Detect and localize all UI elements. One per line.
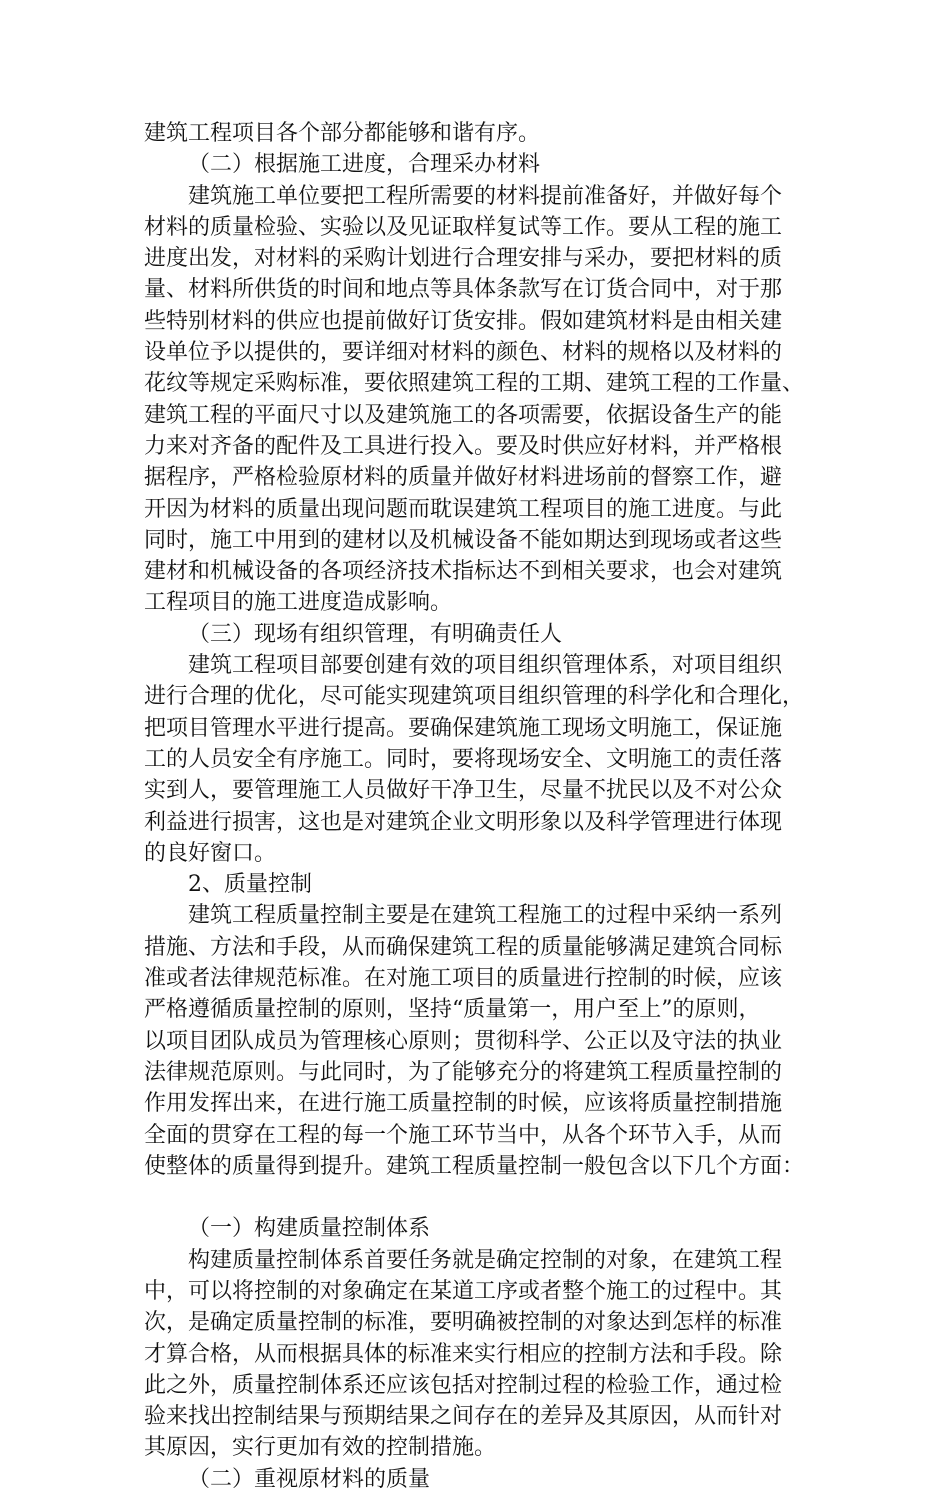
paragraph-line: 进度出发，对材料的采购计划进行合理安排与采办，要把材料的质: [144, 246, 783, 272]
paragraph-line: 此之外，质量控制体系还应该包括对控制过程的检验工作，通过检: [144, 1372, 783, 1398]
paragraph-line: 利益进行损害，这也是对建筑企业文明形象以及科学管理进行体现: [144, 809, 783, 835]
paragraph-line: 使整体的质量得到提升。建筑工程质量控制一般包含以下几个方面：: [144, 1153, 805, 1179]
paragraph-line: 设单位予以提供的，要详细对材料的颜色、材料的规格以及材料的: [144, 340, 783, 366]
paragraph-line: 建材和机械设备的各项经济技术指标达不到相关要求，也会对建筑: [144, 559, 783, 585]
paragraph-line: 同时，施工中用到的建材以及机械设备不能如期达到现场或者这些: [144, 527, 783, 553]
section-heading: （二）根据施工进度，合理采办材料: [188, 152, 541, 178]
paragraph-line: 全面的贯穿在工程的每一个施工环节当中，从各个环节入手，从而: [144, 1122, 783, 1148]
paragraph-line: 验来找出控制结果与预期结果之间存在的差异及其原因，从而针对: [144, 1404, 783, 1430]
paragraph-line: 实到人，要管理施工人员做好干净卫生，尽量不扰民以及不对公众: [144, 778, 783, 804]
document-body: [144, 118, 809, 1495]
section-heading: （一）构建质量控制体系: [188, 1216, 431, 1242]
paragraph-line: 量、材料所供货的时间和地点等具体条款写在订货合同中，对于那: [144, 277, 783, 303]
paragraph-line: 才算合格，从而根据具体的标准来实行相应的控制方法和手段。除: [144, 1341, 783, 1367]
paragraph-first-line: 建筑工程项目部要创建有效的项目组织管理体系，对项目组织: [188, 653, 783, 679]
paragraph-line: 建筑工程项目各个部分都能够和谐有序。: [144, 121, 541, 146]
paragraph-line: 准或者法律规范标准。在对施工项目的质量进行控制的时候，应该: [144, 966, 783, 992]
paragraph-line: 把项目管理水平进行提高。要确保建筑施工现场文明施工，保证施: [144, 715, 783, 741]
paragraph-line: 力来对齐备的配件及工具进行投入。要及时供应好材料，并严格根: [144, 433, 783, 459]
paragraph-line: 次，是确定质量控制的标准，要明确被控制的对象达到怎样的标准: [144, 1310, 783, 1336]
paragraph-line: 据程序，严格检验原材料的质量并做好材料进场前的督察工作，避: [144, 465, 783, 491]
paragraph-first-line: 建筑施工单位要把工程所需要的材料提前准备好，并做好每个: [188, 183, 783, 209]
paragraph-line: 法律规范原则。与此同时，为了能够充分的将建筑工程质量控制的: [144, 1059, 783, 1085]
paragraph-line: 开因为材料的质量出现问题而耽误建筑工程项目的施工进度。与此: [144, 496, 783, 522]
paragraph-line: 以项目团队成员为管理核心原则；贯彻科学、公正以及守法的执业: [144, 1028, 783, 1054]
paragraph-first-line: 构建质量控制体系首要任务就是确定控制的对象，在建筑工程: [188, 1247, 783, 1273]
section-heading: （二）重视原材料的质量: [188, 1466, 431, 1492]
paragraph-line: 其原因，实行更加有效的控制措施。: [144, 1435, 497, 1461]
section-heading: （三）现场有组织管理，有明确责任人: [188, 621, 563, 647]
paragraph-line: 工的人员安全有序施工。同时，要将现场安全、文明施工的责任落: [144, 746, 783, 772]
blank-line: [144, 1182, 809, 1213]
paragraph-line: 材料的质量检验、实验以及见证取样复试等工作。要从工程的施工: [144, 214, 783, 240]
paragraph-line: 些特别材料的供应也提前做好订货安排。假如建筑材料是由相关建: [144, 308, 783, 334]
section-heading: 2、质量控制: [188, 872, 312, 898]
paragraph-line: 中，可以将控制的对象确定在某道工序或者整个施工的过程中。其: [144, 1278, 783, 1304]
paragraph-line: 作用发挥出来，在进行施工质量控制的时候，应该将质量控制措施: [144, 1091, 783, 1117]
paragraph-line: 的良好窗口。: [144, 840, 277, 866]
paragraph-line: 进行合理的优化，尽可能实现建筑项目组织管理的科学化和合理化，: [144, 684, 805, 710]
paragraph-line: 严格遵循质量控制的原则，坚持“质量第一，用户至上”的原则，: [144, 997, 761, 1023]
paragraph-first-line: 建筑工程质量控制主要是在建筑工程施工的过程中采纳一系列: [188, 903, 783, 929]
paragraph-line: 花纹等规定采购标准，要依照建筑工程的工期、建筑工程的工作量、: [144, 371, 805, 397]
paragraph-line: 建筑工程的平面尺寸以及建筑施工的各项需要，依据设备生产的能: [144, 402, 783, 428]
paragraph-line: 工程项目的施工进度造成影响。: [144, 590, 453, 616]
paragraph-line: 措施、方法和手段，从而确保建筑工程的质量能够满足建筑合同标: [144, 934, 783, 960]
